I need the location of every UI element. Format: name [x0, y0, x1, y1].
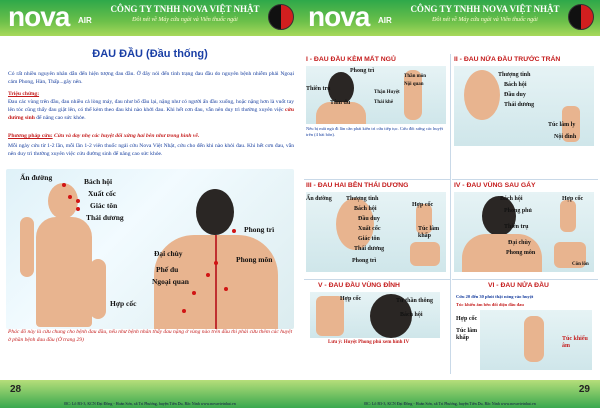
label-an-duong: Ấn đường — [20, 173, 53, 182]
s4-label-phong-phu: Phong phủ — [504, 208, 532, 214]
s6-label-tuc-lam-khap: Túc lâm khấp — [456, 328, 478, 341]
logo: nova — [308, 1, 370, 32]
symptom-tail: để nâng cao sức khỏe. — [36, 115, 86, 121]
protocol-note: Phác đồ này là cứu chung cho bệnh đau đầu, nếu như bệnh nhân thấy đau nặng ở vùng nào trên đầu thì phải cứu thêm các huyệt ở phần bệnh đau đầu (Ở trang 29) — [8, 329, 293, 343]
yin-yang-icon — [568, 4, 594, 30]
header — [0, 0, 300, 36]
raised-arm — [20, 217, 34, 277]
s3-label-an-duong: Ấn đường — [306, 196, 332, 202]
section-5-title: V - ĐAU ĐẦU VÙNG ĐỈNH — [318, 282, 400, 289]
s3-label-dau-duy: Đầu duy — [358, 216, 380, 222]
back-head — [196, 189, 234, 235]
symptom-heading: Triệu chứng: — [8, 91, 40, 97]
logo-sub: AIR — [78, 16, 92, 25]
s4-label-dai-chuy: Đại chùy — [508, 240, 531, 246]
label-phong-mon: Phong môn — [236, 255, 273, 264]
s1-label-than-huyet: Thận Huyệt — [374, 90, 400, 95]
page-number-left: 28 — [10, 384, 22, 395]
s4-label-phong-mon: Phong môn — [506, 250, 536, 256]
symptom-block — [8, 90, 294, 98]
front-head — [48, 183, 78, 219]
label-thai-duong: Thái dương — [86, 213, 124, 222]
label-giac-ton: Giác tôn — [90, 201, 118, 210]
method-heading: Phương pháp cứu: — [8, 133, 53, 139]
acupoint-figure — [6, 169, 294, 329]
yin-yang-icon — [268, 4, 294, 30]
s2-label-bach-hoi: Bách hội — [504, 82, 527, 88]
s2-label-thai-duong: Thái dương — [504, 102, 535, 108]
right-page — [300, 0, 600, 408]
company-name: CÔNG TY TNHH NOVA VIỆT NHẬT — [410, 4, 560, 14]
s2-label-noi-dinh: Nội đình — [554, 134, 577, 140]
s3-label-bach-hoi: Bách hội — [354, 206, 377, 212]
s6-label-tuc-khieu-am: Túc khiếu âm — [562, 336, 588, 349]
symptom-text-block — [8, 98, 294, 122]
footer-address-right: ĐC: Lô B3-3, KCN Đại Đồng - Hoàn Sơn, xã Tri Phương, huyện Tiên Du, Bắc Ninh www.novavietnhat.vn — [364, 401, 536, 406]
s3-label-xuat-coc: Xuất cốc — [358, 226, 381, 232]
label-dai-chuy: Đại chùy — [154, 249, 183, 258]
s3-label-giac-ton: Giác tôn — [358, 236, 380, 242]
logo-sub: AIR — [378, 16, 392, 25]
s2-label-thuong-tinh: Thượng tinh — [498, 72, 531, 78]
section-6-title: VI - ĐAU NỬA ĐẦU — [488, 282, 549, 289]
s2-label-dau-duy: Đầu duy — [504, 92, 526, 98]
section-1-title: I - ĐAU ĐẦU KÈM MẤT NGỦ — [306, 56, 396, 63]
section-6-text-a: Cứu 20 đến 30 phút thật nóng vào huyệt — [456, 294, 534, 299]
s4-label-con-lon: Côn lôn — [572, 262, 589, 267]
s1-label-than-mon: Thần môn — [404, 74, 427, 79]
s3-label-thuong-tinh: Thượng tinh — [346, 196, 379, 202]
s1-label-phong-tri: Phong trì — [350, 68, 375, 74]
s1-label-noi-quan: Nội quan — [404, 82, 424, 87]
header-right — [300, 0, 600, 36]
s4-label-hop-coc: Hợp cốc — [562, 196, 584, 202]
label-phe-du: Phế du — [156, 265, 179, 274]
section-3-title: III - ĐAU HAI BÊN THÁI DƯƠNG — [306, 182, 409, 189]
s1-label-thien-tru: Thiên trụ — [306, 86, 331, 92]
s3-label-hop-coc: Hợp cốc — [412, 202, 434, 208]
section-4-image — [454, 192, 594, 272]
side-arm — [90, 259, 106, 319]
footer-left — [0, 380, 300, 408]
left-body — [0, 36, 300, 380]
logo: nova — [8, 1, 70, 32]
s1-label-thai-khe: Thái khê — [374, 100, 394, 105]
s6-label-hop-coc: Hợp cốc — [456, 316, 478, 322]
section-4-title: IV - ĐAU VÙNG SAU GÁY — [454, 182, 536, 189]
label-xuat-coc: Xuất cốc — [88, 189, 117, 198]
section-5-note: Lưu ý: Huyệt Phong phủ xem hình IV — [328, 340, 410, 345]
label-ngoai-quan: Ngoại quan — [152, 277, 189, 286]
slogan: Đôi nét về Máy cứu ngải và Viên thuốc ngải — [432, 17, 538, 23]
s4-label-bach-hoi: Bách hội — [500, 196, 523, 202]
s5-label-bach-hoi: Bách hội — [400, 312, 423, 318]
s1-label-tam-du: Tâm du — [330, 100, 351, 106]
front-torso — [36, 217, 92, 327]
method-para: Mỗi ngày cứu từ 1-2 lần, mỗi lần 1-2 viên thuốc ngải cứu Nova Việt Nhật, cứu cho đến khi nào khỏi đau. Khi hết cơn đau, vẫn nên duy trì thường xuyên việc cứu đường sinh để nâng cao sức khỏe. — [8, 143, 294, 157]
s2-label-tuc-lam-ly: Túc lâm ly — [548, 122, 576, 128]
company-name: CÔNG TY TNHH NOVA VIỆT NHẬT — [110, 4, 260, 14]
label-phong-tri: Phong trì — [244, 225, 275, 234]
s3-label-phong-tri: Phong trì — [352, 258, 377, 264]
s5-label-hop-coc: Hợp cốc — [340, 296, 362, 302]
spine-line — [215, 235, 217, 329]
label-hop-coc: Hợp cốc — [110, 299, 137, 308]
s4-label-thien-tru: Thiên trụ — [504, 224, 529, 230]
symptom-text: Đau các vùng trên đầu, đau nhiều cả lòng máy, đau như bổ đầu lại, nặng như có người ấn đầu xuống, hoặc nặng hơn là vuốt tay lên tóc cũng thấy đau giật lên, có thể kèm theo đau khi nào khởi đau. Khi hết cơn đau, vẫn nên duy trì thường xuyên việc — [8, 99, 294, 113]
symptom-red: cứu đường sinh — [8, 107, 294, 121]
s5-label-tu-than-thong: Tứ thần thông — [396, 298, 433, 304]
right-body — [300, 36, 600, 380]
slogan: Đôi nét về Máy cứu ngải và Viên thuốc ngải — [132, 17, 238, 23]
s3-label-thai-duong: Thái dương — [354, 246, 385, 252]
page-number-right: 29 — [578, 384, 590, 395]
method-text: Cứu và day nhẹ các huyệt đối xứng hai bên như trong hình vẽ. — [54, 133, 200, 139]
method-block — [8, 132, 294, 140]
label-bach-hoi: Bách hội — [84, 177, 113, 186]
page-title: ĐAU ĐẦU (Đầu thống) — [92, 48, 208, 60]
intro: Có rất nhiều nguyên nhân dẫn đến hiện tượng đau đầu. Ở đây nói đến tình trạng đau đầu do nguyên bệnh nhiễm phải Ngoại cảm Phong, Hàn, Thấp...gây nên. — [8, 71, 294, 85]
footer-address-left: ĐC: Lô B3-3, KCN Đại Đồng - Hoàn Sơn, xã Tri Phương, huyện Tiên Du, Bắc Ninh www.novavietnhat.vn — [64, 401, 236, 406]
section-1-text: Nếu bị mất ngủ đi lần cần phải kiên trì cứu tiếp tục. Cứu đối xứng các huyệt trên (4 bài bôn). — [306, 126, 444, 137]
footer-right — [300, 380, 600, 408]
section-6-text-b: Túc khiếu âm bên đối diện đầu đau — [456, 302, 524, 307]
s3-label-tuc-lam-khap: Túc lâm khấp — [418, 226, 440, 239]
column-divider — [450, 54, 451, 374]
section-2-title: II - ĐAU NỬA ĐẦU TRƯỚC TRÁN — [454, 56, 561, 63]
